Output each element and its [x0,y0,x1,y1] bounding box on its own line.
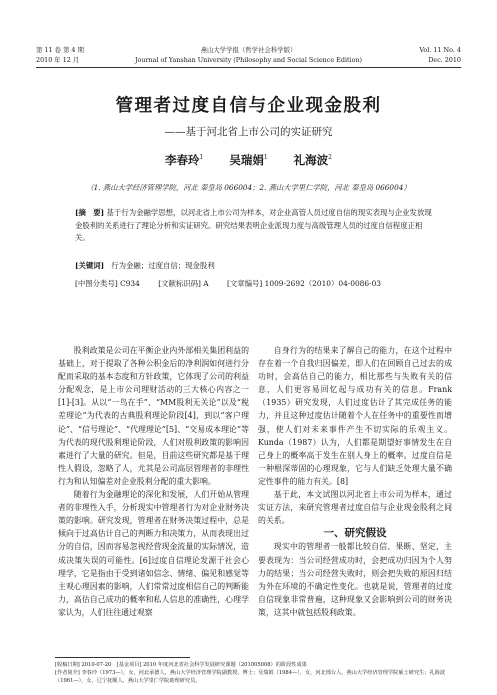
author-affil-mark: 2 [328,154,332,162]
body-column-left [58,344,249,619]
journal-name-cn: 燕山大学学报（哲学社会科学版） [200,46,297,54]
author-name: 吴瑞娟 [229,153,264,167]
author-affil-mark: 1 [199,154,204,162]
keywords [75,260,457,271]
abstract [75,207,437,245]
author-affil-mark: 1 [263,154,268,162]
volume-cn: 第 11 卷 第 4 期 [36,46,84,54]
author-name: 礼海波 [293,153,329,167]
header-rule [36,67,461,68]
footnote-rule [55,657,190,658]
clc-number: [中图分类号] C934 [75,279,140,288]
date-cn: 2010 年 12 月 [36,56,80,64]
body-paragraph: 基于此，本文试图以河北省上市公司为样本，通过实证方法，来研究管理者过度自信与企业现金股利之间的关系。 [258,490,452,526]
body-paragraph: 自身行为的结果来了解自己的能力，在这个过程中存在着一个自我归因偏差，即人们在回顾自己过去的成功时，会高估自己的能力，相比那些与失败有关的信息，人们更容易回忆起与成功有关的信息。Frank（1935）研究发现，人们过度估计了其完成任务的能力，并且这种过度估计随着个人在任务中的重要性而增强，使人们对未来事件产生不切实际的乐观主义。Kunda（1987）认为，人们都是期望好事情发生在自己身上的概率高于发生在别人身上的概率。过度自信是一种根深蒂固的心理现象，它与人们缺乏处理大量不确定性事件的能力有关。[8] [258,346,452,486]
date-en: Dec. 2010 [428,56,461,64]
running-header [36,45,461,65]
paper-subtitle: ——基于河北省上市公司的实证研究 [164,126,333,138]
keywords-text: 行为金融；过度自信；现金股利 [111,261,215,270]
section-heading: 一、研究假设 [323,527,387,540]
keywords-label: [关键词] [75,261,105,270]
author-name: 李春玲 [164,153,200,167]
document-code: [文献标识码] A [158,279,209,288]
footnote [55,661,457,685]
footnote-authors: [作者简介] 李春玲（1973—），女，河北承德人，燕山大学经济管理学院副教授，博士；吴瑞娟（1984—），女，河北邢台人，燕山大学经济管理学院硕士研究生；礼海波（1961—），女，辽宁抚顺人，燕山大学里仁学院助理研究员。 [55,670,446,684]
journal-name-en: Journal of Yanshan University (Philosophy and Social Science Edition) [134,56,363,64]
footnote-received: [收稿日期] 2010-07-20 [基金项目] 2010 年度河北省社会科学发展研究课题（201005008）的阶段性成果 [55,662,307,668]
body-paragraph: 股利政策是公司在平衡企业内外部相关集团利益的基础上，对于提取了各种公积金后的净利润如何进行分配而采取的基本态度和方针政策，它体现了公司的利益分配观念，是上市公司理财活动的三大核心内容之一[1]-[3]。从以“一鸟在手”、“MM股利无关论”以及“税差理论”为代表的古典股利理论阶段[4]，到以“客户理论”、“信号理论”、“代理理论”[5]、“交易成本理论”等为代表的现代股利理论阶段，人们对股利政策的影响因素进行了大量的研究。但是，目前这些研究都是基于理性人假设，忽略了人，尤其是公司高层管理者的非理性行为和认知偏差对企业股利分配的重大影响。 [58,346,249,486]
paper-title: 管理者过度自信与企业现金股利 [115,96,382,116]
volume-en: Vol. 11 No. 4 [419,46,461,54]
article-number: [文章编号] 1009-2692（2010）04-0086-03 [226,279,381,288]
abstract-text: 基于行为金融学思想，以河北省上市公司为样本，对企业高管人员过度自信的现实表现与企业发放现金股利的关系进行了理论分析和实证研究。研究结果表明企业派现力度与高级管理人员的过度自信程度正相关。 [75,208,432,242]
affiliation: （1. 燕山大学经济管理学院，河北 秦皇岛 066004；2. 燕山大学里仁学院，河北 秦皇岛 066004） [86,183,411,192]
abstract-label: [摘 要] [75,208,105,217]
body-column-right [258,344,452,619]
body-paragraph: 现实中的管理者一般都比较自信、果断、坚定，主要表现为：当公司经营成功时，会把成功归因为个人努力的结果；当公司经营失败时，则会把失败的原因归结为外在环境的不确定性变化。也就是说，管理者的过度自信现象非常普遍，这种现象又会影响到公司的财务决策，这其中就包括股利政策。 [258,542,452,617]
body-paragraph: 随着行为金融理论的深化和发展，人们开始从管理者的非理性入手，分析现实中管理者行为对企业财务决策的影响。研究发现，管理者在财务决策过程中，总是倾向于过高估计自己的判断力和决策力，从而表现出过分的自信，因而容易忽视经营现金流量的实际情况，造成决策失误的可能性。[6]过度自信理论发源于社会心理学，它是指由于受到诸如信念、情绪、偏见和感觉等主观心理因素的影响，人们常常过度相信自己的判断能力，高估自己成功的概率和私人信息的准确性，心理学家认为，人们往往通过观察 [58,490,249,617]
author-list [0,152,497,168]
classification-line [75,278,457,289]
